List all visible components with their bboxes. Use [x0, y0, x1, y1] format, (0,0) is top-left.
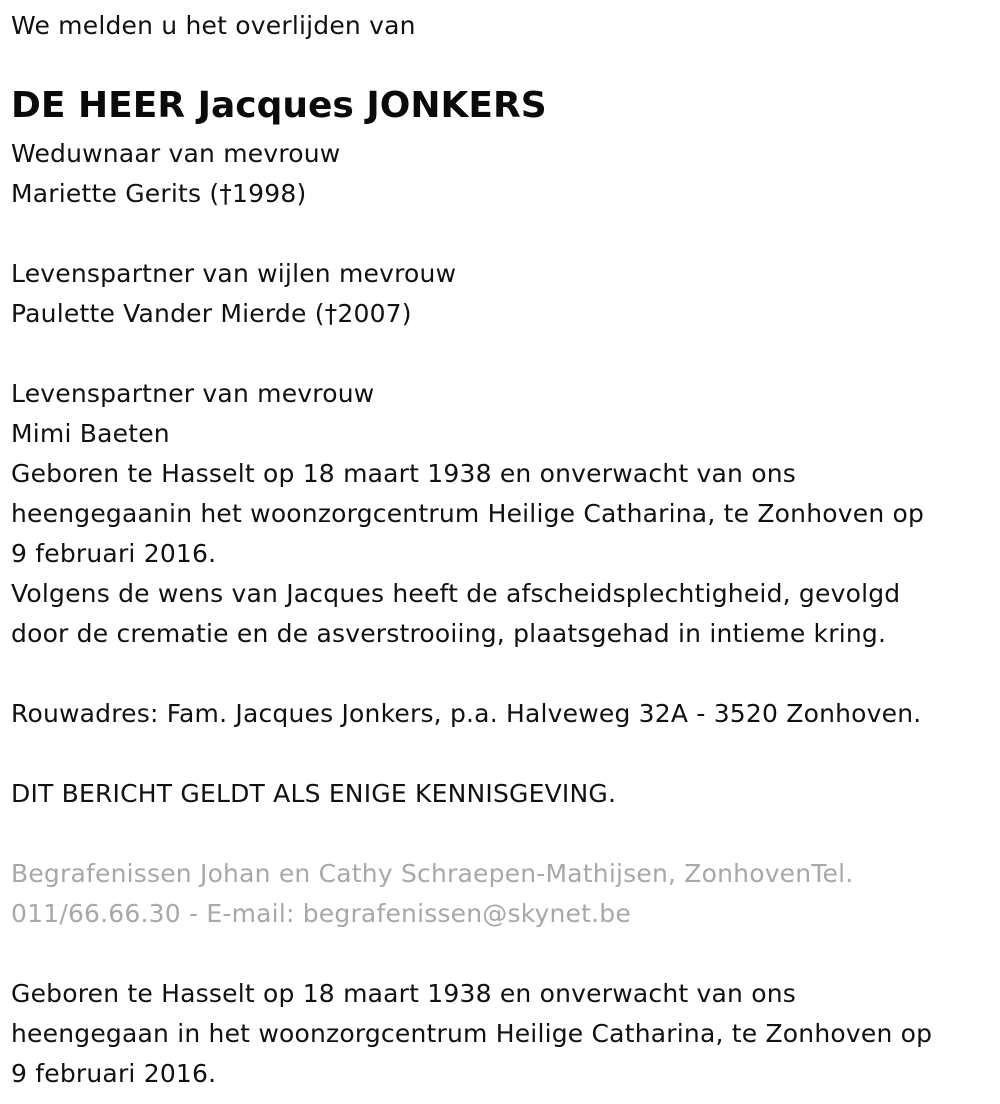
address-block: [11, 694, 921, 734]
sole-notice: DIT BERICHT GELDT ALS ENIGE KENNISGEVING.: [11, 779, 617, 808]
widower-line: Weduwnaar van mevrouw: [11, 139, 341, 168]
sole-notice-block: [11, 774, 616, 814]
birth-text-repeat-line: 9 februari 2016.: [11, 1059, 217, 1088]
late-partner-line: Levenspartner van wijlen mevrouw: [11, 259, 457, 288]
deceased-name: DE HEER Jacques JONKERS: [11, 85, 547, 126]
late-partner-name: Paulette Vander Mierde (†2007): [11, 299, 412, 328]
intro-text: We melden u het overlijden van: [11, 11, 416, 40]
partner-block: [11, 374, 924, 654]
undertaker-line: Begrafenissen Johan en Cathy Schraepen-Mathijsen, ZonhovenTel.: [11, 859, 854, 888]
late-partner-block: [11, 254, 456, 334]
birth-text-repeat-line: Geboren te Hasselt op 18 maart 1938 en onverwacht van ons: [11, 979, 796, 1008]
partner-line: Levenspartner van mevrouw: [11, 379, 375, 408]
widower-block: [11, 134, 340, 214]
undertaker-block: [11, 854, 853, 934]
birth-text-line: 9 februari 2016.: [11, 539, 217, 568]
spouse-name: Mariette Gerits (†1998): [11, 179, 307, 208]
partner-name: Mimi Baeten: [11, 419, 170, 448]
birth-text-repeat-block: [11, 974, 932, 1094]
mourning-address: Rouwadres: Fam. Jacques Jonkers, p.a. Halveweg 32A - 3520 Zonhoven.: [11, 699, 922, 728]
birth-text-repeat-line: heengegaan in het woonzorgcentrum Heilige Catharina, te Zonhoven op: [11, 1019, 933, 1048]
birth-text-line: heengegaanin het woonzorgcentrum Heilige Catharina, te Zonhoven op: [11, 499, 925, 528]
birth-text-line: Geboren te Hasselt op 18 maart 1938 en onverwacht van ons: [11, 459, 796, 488]
wish-text-line: Volgens de wens van Jacques heeft de afscheidsplechtigheid, gevolgd: [11, 579, 901, 608]
wish-text-line: door de crematie en de asverstrooiing, plaatsgehad in intieme kring.: [11, 619, 887, 648]
undertaker-line: 011/66.66.30 - E-mail: begrafenissen@skynet.be: [11, 899, 631, 928]
